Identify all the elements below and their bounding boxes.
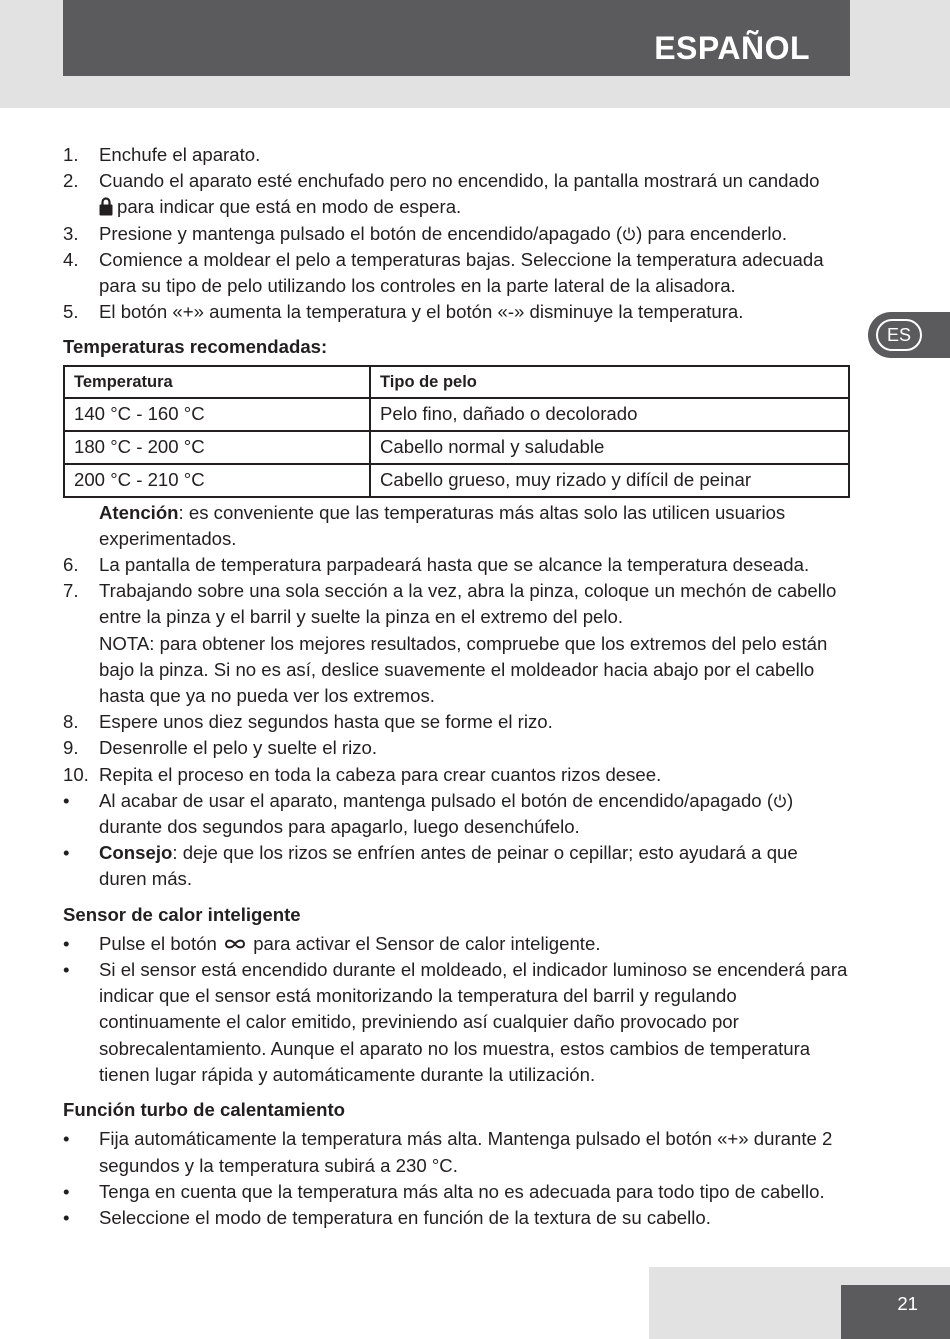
item-number: 4. <box>63 248 79 270</box>
table-cell: Cabello normal y saludable <box>370 431 849 464</box>
table-cell: Pelo fino, dañado o decolorado <box>370 398 849 431</box>
bullet-item <box>63 1205 850 1231</box>
item-text: Trabajando sobre una sola sección a la vez, abra la pinza, coloque un mechón de cabello entre la pinza y el barril y suelte la pinza en el extremo del pelo. <box>99 580 837 628</box>
item-text: Espere unos diez segundos hasta que se forme el rizo. <box>99 711 553 733</box>
power-icon <box>773 794 787 808</box>
manual-content <box>63 142 850 1231</box>
item-text: Cuando el aparato esté enchufado pero no encendido, la pantalla mostrará un candado <box>99 170 820 192</box>
section-heading: Temperaturas recomendadas: <box>63 336 328 358</box>
table-header-row <box>64 366 849 398</box>
table-header: Temperatura <box>64 366 370 398</box>
item-text: para activar el Sensor de calor inteligente. <box>253 932 601 954</box>
item-text: ) para encenderlo. <box>636 222 788 244</box>
bullet-item <box>63 931 850 957</box>
list-item <box>63 299 850 325</box>
bullet-item <box>63 1126 850 1178</box>
table-cell: Cabello grueso, muy rizado y difícil de peinar <box>370 464 849 497</box>
bullet-item <box>63 788 850 840</box>
table-header: Tipo de pelo <box>370 366 849 398</box>
attention-text: : es conveniente que las temperaturas más altas solo las utilicen usuarios experimentados. <box>99 501 786 549</box>
item-text: La pantalla de temperatura parpadeará hasta que se alcance la temperatura deseada. <box>99 554 810 576</box>
bullet-item <box>63 957 850 1088</box>
item-text: Pulse el botón <box>99 932 217 954</box>
item-text: Presione y mantenga pulsado el botón de encendido/apagado ( <box>99 222 623 244</box>
list-item <box>63 578 850 709</box>
item-text: Repita el proceso en toda la cabeza para crear cuantos rizos desee. <box>99 763 662 785</box>
list-item <box>63 247 850 299</box>
table-row <box>64 431 849 464</box>
table-cell: 200 °C - 210 °C <box>64 464 370 497</box>
lock-icon <box>99 196 113 216</box>
temperature-table <box>63 365 850 498</box>
item-text: El botón «+» aumenta la temperatura y el botón «-» disminuye la temperatura. <box>99 301 744 323</box>
bullet: • <box>63 932 70 954</box>
bullet-item <box>63 840 850 892</box>
bullet: • <box>63 842 70 864</box>
bullet: • <box>63 959 70 981</box>
item-text: : deje que los rizos se enfríen antes de peinar o cepillar; esto ayudará a que duren más. <box>99 842 798 890</box>
bullet: • <box>63 1128 70 1150</box>
item-text: Al acabar de usar el aparato, mantenga pulsado el botón de encendido/apagado ( <box>99 789 774 811</box>
list-item <box>63 168 850 220</box>
list-item <box>63 142 850 168</box>
bullet: • <box>63 1180 70 1202</box>
page-number: 21 <box>897 1293 918 1314</box>
attention-label: Atención <box>99 501 179 523</box>
item-text: ) durante dos segundos para apagarlo, luego desenchúfelo. <box>99 789 794 838</box>
item-text: Enchufe el aparato. <box>99 144 261 165</box>
table-cell: 180 °C - 200 °C <box>64 431 370 464</box>
section-heading: Sensor de calor inteligente <box>63 903 301 925</box>
list-item <box>63 762 850 788</box>
list-item <box>63 709 850 735</box>
item-number: 10. <box>63 763 89 785</box>
bullet: • <box>63 789 70 811</box>
power-icon <box>622 227 636 241</box>
item-text: Tenga en cuenta que la temperatura más alta no es adecuada para todo tipo de cabello. <box>99 1180 825 1202</box>
item-number: 5. <box>63 301 79 323</box>
page-number-box <box>841 1285 950 1339</box>
header-bar <box>63 0 850 76</box>
attention-note <box>63 500 850 552</box>
language-tab <box>868 312 950 358</box>
page-title: ESPAÑOL <box>654 30 810 66</box>
table-row <box>64 398 849 431</box>
item-number: 2. <box>63 170 79 192</box>
item-number: 6. <box>63 554 79 576</box>
table-row <box>64 464 849 497</box>
item-number: 9. <box>63 737 79 759</box>
infinity-icon <box>224 938 246 950</box>
section-heading: Función turbo de calentamiento <box>63 1099 346 1121</box>
item-text: Fija automáticamente la temperatura más alta. Mantenga pulsado el botón «+» durante 2 segundos y la temperatura subirá a 230 °C. <box>99 1128 833 1176</box>
item-text: Si el sensor está encendido durante el moldeado, el indicador luminoso se encenderá para indicar que el sensor está monitorizando la temperatura del barril y regulando continuamente el calor emitido, previniendo así cualquier daño provocado por sobrecalentamiento. Aunque el aparato no los muestra, estos cambios de temperatura tienen lugar rápida y automáticamente durante la utilización. <box>99 959 848 1085</box>
language-badge: ES <box>876 319 922 351</box>
tip-label: Consejo <box>99 842 173 864</box>
item-text: Seleccione el modo de temperatura en función de la textura de su cabello. <box>99 1206 711 1228</box>
item-number: 1. <box>63 144 79 165</box>
table-cell: 140 °C - 160 °C <box>64 398 370 431</box>
item-note: NOTA: para obtener los mejores resultados, compruebe que los extremos del pelo están bajo la pinza. Si no es así, deslice suavemente el moldeador hacia abajo por el cabello hasta que ya no pueda ver los extremos. <box>99 632 828 707</box>
item-number: 8. <box>63 711 79 733</box>
list-item <box>63 552 850 578</box>
bullet-item <box>63 1179 850 1205</box>
item-number: 3. <box>63 222 79 244</box>
item-text: para indicar que está en modo de espera. <box>117 196 462 218</box>
item-number: 7. <box>63 580 79 602</box>
list-item <box>63 735 850 761</box>
item-text: Comience a moldear el pelo a temperaturas bajas. Seleccione la temperatura adecuada para su tipo de pelo utilizando los controles en la parte lateral de la alisadora. <box>99 248 824 297</box>
bullet: • <box>63 1206 70 1228</box>
item-text: Desenrolle el pelo y suelte el rizo. <box>99 737 378 759</box>
list-item <box>63 221 850 247</box>
